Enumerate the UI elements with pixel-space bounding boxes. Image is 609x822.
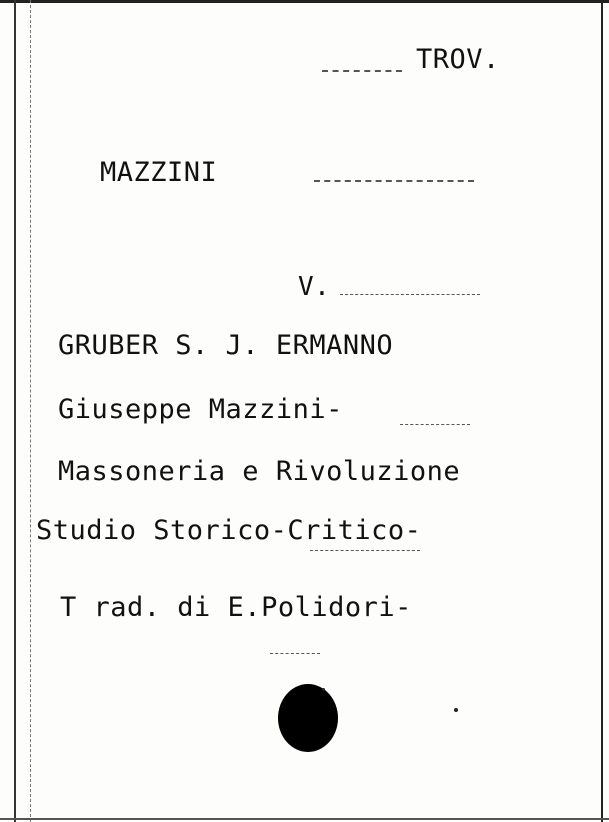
card-top-edge	[0, 0, 609, 3]
subject-dash	[314, 180, 474, 182]
speck-mark	[322, 688, 325, 691]
subject-heading: MAZZINI	[100, 157, 218, 188]
title-line-2: Massoneria e Rivoluzione	[58, 456, 461, 487]
punch-hole-icon	[278, 684, 338, 752]
translator-line: T rad. di E.Polidori-	[60, 592, 412, 623]
translator-dash	[270, 653, 320, 654]
card-left-margin-line	[30, 0, 32, 822]
author-line: GRUBER S. J. ERMANNO	[58, 330, 394, 361]
title-line-1: Giuseppe Mazzini-	[58, 394, 343, 425]
marker-dash	[340, 294, 480, 295]
header-dash	[322, 70, 402, 72]
card-bottom-edge	[0, 818, 609, 820]
card-left-edge	[14, 0, 16, 822]
marker-letter: V.	[298, 272, 331, 302]
header-code: TROV.	[416, 44, 500, 75]
speck-mark	[454, 708, 458, 712]
card-right-edge	[601, 0, 603, 822]
title-line-1-dash	[400, 424, 470, 425]
title-line-3: Studio Storico-Critico-	[36, 515, 422, 546]
title-line-3-dash	[310, 550, 420, 551]
